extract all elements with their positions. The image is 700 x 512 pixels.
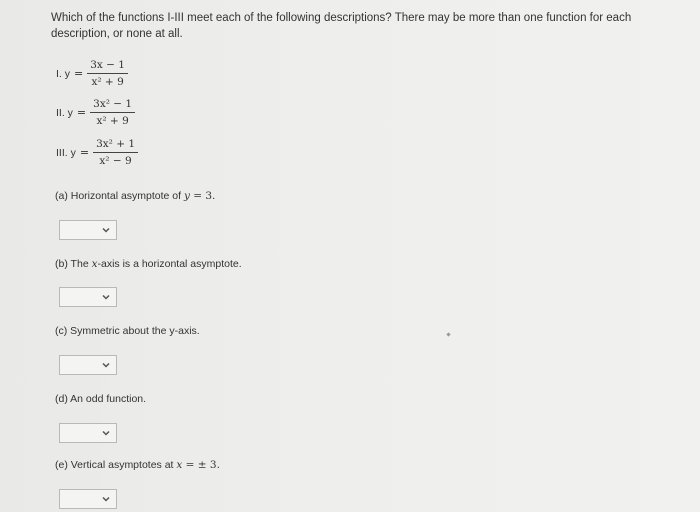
answer-e-dropdown[interactable] <box>59 489 117 509</box>
denominator: x² + 9 <box>96 115 129 127</box>
question-d-text: (d) An odd function. <box>55 393 147 405</box>
question-b-prefix: (b) The <box>55 258 92 270</box>
denominator: x² + 9 <box>91 76 124 88</box>
function-label: II. y <box>56 106 73 119</box>
chevron-down-icon <box>102 293 110 301</box>
answer-b-dropdown[interactable] <box>59 287 117 307</box>
numerator: 3x − 1 <box>87 58 128 74</box>
fraction <box>93 137 138 168</box>
chevron-down-icon <box>102 226 110 234</box>
question-a-variable: y <box>183 190 190 202</box>
question-prompt: Which of the functions I-III meet each of the following descriptions? There may be more than one function for each description, or none at all. <box>51 12 632 40</box>
question-d <box>55 393 146 405</box>
fraction <box>90 97 135 128</box>
equals-sign: = <box>76 106 87 119</box>
numerator: 3x² + 1 <box>93 137 138 153</box>
question-e-suffix: = ± 3. <box>182 459 220 471</box>
equals-sign: = <box>79 146 90 159</box>
question-c-text: (c) Symmetric about the y-axis. <box>55 325 200 337</box>
question-e <box>55 459 220 471</box>
equals-sign: = <box>74 67 84 80</box>
answer-c-dropdown[interactable] <box>59 355 117 375</box>
denominator: x² − 9 <box>99 155 132 167</box>
answer-d-dropdown[interactable] <box>59 423 117 443</box>
fraction <box>87 58 128 89</box>
question-a-prefix: (a) Horizontal asymptote of <box>55 190 184 202</box>
question-a-suffix: = 3. <box>189 190 216 202</box>
function-iii <box>56 137 138 168</box>
function-i <box>56 58 128 89</box>
question-a <box>55 190 215 202</box>
question-b-suffix: -axis is a horizontal asymptote. <box>97 258 242 270</box>
function-label: I. y <box>56 67 71 80</box>
mouse-cursor <box>446 332 450 336</box>
question-b-variable: x <box>91 258 98 270</box>
question-e-variable: x <box>176 459 183 471</box>
numerator: 3x² − 1 <box>90 97 135 113</box>
chevron-down-icon <box>102 361 110 369</box>
chevron-down-icon <box>102 429 110 437</box>
function-ii <box>56 97 135 128</box>
answer-a-dropdown[interactable] <box>59 220 117 240</box>
question-c <box>55 325 200 337</box>
question-e-prefix: (e) Vertical asymptotes at <box>55 459 177 471</box>
function-label: III. y <box>56 146 76 159</box>
question-b <box>55 258 242 270</box>
chevron-down-icon <box>102 495 110 503</box>
